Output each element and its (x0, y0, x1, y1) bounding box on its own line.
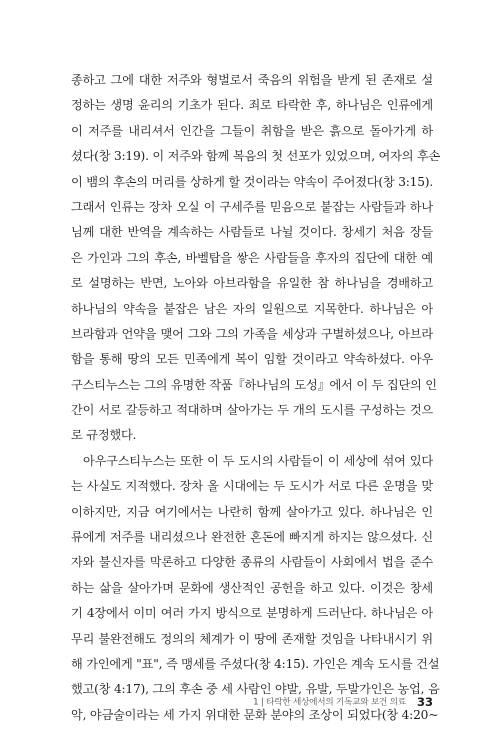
text-line: 기 4장에서 이미 여러 가지 방식으로 분명하게 드러난다. 하나님은 아 (71, 606, 433, 621)
text-line: 로 설명하는 반면, 노아와 아브라함을 유일한 참 하나님을 경배하고 (71, 276, 433, 291)
text-line: 브라함과 언약을 맺어 그와 그의 가족을 세상과 구별하셨으나, 아브라 (71, 326, 433, 341)
text-line: 로 규정했다. (71, 428, 137, 443)
text-line: 아우구스티누스는 또한 이 두 도시의 사람들이 이 세상에 섞여 있다 (83, 453, 433, 468)
text-line: 해 가인에게 "표", 즉 맹세를 주셨다(창 4:15). 가인은 계속 도시를 건설 (71, 656, 440, 671)
text-line: 악, 야금술이라는 세 가지 위대한 문화 분야의 조상이 되었다(창 4:20~ (71, 707, 439, 722)
text-line: 무리 불완전해도 정의의 체계가 이 땅에 존재할 것임을 나타내시기 위 (71, 631, 433, 646)
text-line: 이하지만, 지금 여기에서는 나란히 함께 살아가고 있다. 하나님은 인 (71, 504, 433, 519)
text-line: 이 저주를 내리셔서 인간을 그들이 취함을 받은 흙으로 돌아가게 하 (71, 123, 433, 138)
text-line: 은 가인과 그의 후손, 바벨탑을 쌓은 사람들을 후자의 집단에 대한 예 (71, 250, 433, 265)
text-line: 류에게 저주를 내리셨으나 완전한 혼돈에 빠지게 하지는 않으셨다. 신 (71, 530, 433, 545)
text-line: 하나님의 약속을 붙잡은 남은 자의 일원으로 지목한다. 하나님은 아 (71, 301, 433, 316)
text-line: 구스티누스는 그의 유명한 작품『하나님의 도성』에서 이 두 집단의 인 (71, 377, 437, 392)
text-line: 그래서 인류는 장차 오실 이 구세주를 믿음으로 붙잡는 사람들과 하나 (71, 199, 433, 214)
paragraph-1 (71, 68, 441, 449)
text-line: 자와 불신자를 막론하고 다양한 종류의 사람들이 사회에서 법을 준수 (71, 555, 433, 570)
page-footer (0, 691, 433, 710)
paragraph-2 (71, 449, 440, 728)
running-head: 1 | 타락한 세상에서의 기독교와 보건 의료 (253, 697, 406, 708)
body-text (71, 68, 441, 728)
text-line: 님께 대한 반역을 계속하는 사람들로 나뉠 것이다. 창세기 처음 장들 (71, 225, 433, 240)
text-line: 이 뱀의 후손의 머리를 상하게 할 것이라는 약속이 주어졌다(창 3:15). (71, 174, 433, 189)
text-line: 는 사실도 지적했다. 장차 올 시대에는 두 도시가 서로 다른 운명을 맞 (71, 479, 433, 494)
text-line: 하는 삶을 살아가며 문화에 생산적인 공헌을 하고 있다. 이것은 창세 (71, 580, 433, 595)
text-line: 간이 서로 갈등하고 적대하며 살아가는 두 개의 도시를 구성하는 것으 (71, 403, 433, 418)
text-line: 종하고 그에 대한 저주와 형벌로서 죽음의 위험을 받게 된 존재로 설 (71, 73, 433, 87)
text-line: 셨다(창 3:19). 이 저주와 함께 복음의 첫 선포가 있었으며, 여자의 후손 (71, 149, 441, 164)
text-line: 했고(창 4:17), 그의 후손 중 세 사람인 야발, 유발, 두발가인은 농업, 음 (71, 682, 440, 697)
page-number: 33 (416, 694, 433, 709)
text-line: 함을 통해 땅의 모든 민족에게 복이 임할 것이라고 약속하셨다. 아우 (71, 352, 433, 367)
text-line: 정하는 생명 윤리의 기초가 된다. 죄로 타락한 후, 하나님은 인류에게 (71, 98, 433, 113)
